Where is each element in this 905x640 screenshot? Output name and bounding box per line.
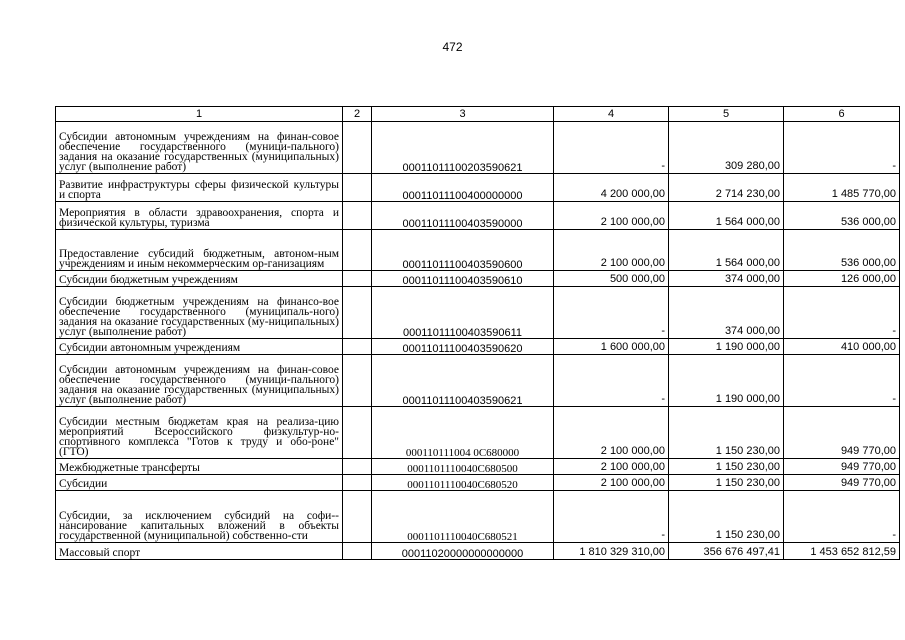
row-value-5: 374 000,00 bbox=[669, 271, 784, 287]
row-name: Субсидии бюджетным учреждениям bbox=[56, 271, 343, 287]
header-col-1: 1 bbox=[56, 107, 343, 122]
row-value-6: 949 770,00 bbox=[784, 475, 900, 491]
row-value-6: - bbox=[784, 491, 900, 543]
row-value-5: 1 150 230,00 bbox=[669, 407, 784, 459]
table-row bbox=[56, 459, 900, 475]
row-col2 bbox=[343, 287, 372, 339]
row-value-6: 536 000,00 bbox=[784, 230, 900, 271]
row-value-6: - bbox=[784, 122, 900, 174]
row-code: 00011011100203590621 bbox=[372, 122, 554, 174]
row-code: 0001101110040С680520 bbox=[372, 475, 554, 491]
row-code: 00011011100403590620 bbox=[372, 339, 554, 355]
row-value-4: - bbox=[554, 355, 669, 407]
table-row bbox=[56, 271, 900, 287]
row-col2 bbox=[343, 355, 372, 407]
table-row bbox=[56, 287, 900, 339]
row-col2 bbox=[343, 491, 372, 543]
row-code: 0001101110040С680521 bbox=[372, 491, 554, 543]
row-code: 00011011100403590610 bbox=[372, 271, 554, 287]
header-col-2: 2 bbox=[343, 107, 372, 122]
row-value-4: - bbox=[554, 122, 669, 174]
row-value-6: 1 453 652 812,59 bbox=[784, 543, 900, 560]
row-col2 bbox=[343, 174, 372, 202]
row-name: Субсидии автономным учреждениям на финан-совое обеспечение государственного (муници-пального) задания на оказание государственных (муниципальных) услуг (выполнение работ) bbox=[56, 122, 343, 174]
row-value-6: - bbox=[784, 287, 900, 339]
table-row bbox=[56, 475, 900, 491]
row-col2 bbox=[343, 407, 372, 459]
row-col2 bbox=[343, 202, 372, 230]
row-value-5: 1 190 000,00 bbox=[669, 339, 784, 355]
row-value-5: 309 280,00 bbox=[669, 122, 784, 174]
row-name: Мероприятия в области здравоохранения, спорта и физической культуры, туризма bbox=[56, 202, 343, 230]
row-name: Субсидии автономным учреждениям bbox=[56, 339, 343, 355]
row-code: 00011011100403590621 bbox=[372, 355, 554, 407]
row-name: Субсидии местным бюджетам края на реализа-цию мероприятий Всероссийского физкультур-но-спортивного комплекса "Готов к труду и обо-роне" (ГТО) bbox=[56, 407, 343, 459]
row-value-5: 1 564 000,00 bbox=[669, 202, 784, 230]
row-code: 00011011100400000000 bbox=[372, 174, 554, 202]
row-col2 bbox=[343, 459, 372, 475]
row-value-6: 949 770,00 bbox=[784, 407, 900, 459]
header-col-3: 3 bbox=[372, 107, 554, 122]
budget-table bbox=[55, 106, 900, 560]
row-value-5: 1 150 230,00 bbox=[669, 475, 784, 491]
row-value-4: 2 100 000,00 bbox=[554, 459, 669, 475]
header-col-5: 5 bbox=[669, 107, 784, 122]
table-row bbox=[56, 491, 900, 543]
row-value-5: 356 676 497,41 bbox=[669, 543, 784, 560]
table-row bbox=[56, 122, 900, 174]
row-value-4: 2 100 000,00 bbox=[554, 202, 669, 230]
table-row bbox=[56, 174, 900, 202]
row-col2 bbox=[343, 230, 372, 271]
row-code: 00011011100403590611 bbox=[372, 287, 554, 339]
table-row bbox=[56, 407, 900, 459]
row-code: 0001101110040С680500 bbox=[372, 459, 554, 475]
row-name: Субсидии, за исключением субсидий на софи-нансирование капитальных вложений в объекты государственной (муниципальной) собственно-сти bbox=[56, 491, 343, 543]
table-row bbox=[56, 202, 900, 230]
row-value-6: - bbox=[784, 355, 900, 407]
header-col-4: 4 bbox=[554, 107, 669, 122]
row-value-6: 126 000,00 bbox=[784, 271, 900, 287]
row-value-4: 4 200 000,00 bbox=[554, 174, 669, 202]
table-row bbox=[56, 543, 900, 560]
row-name: Субсидии автономным учреждениям на финан-совое обеспечение государственного (муници-пального) задания на оказание государственных (муниципальных) услуг (выполнение работ) bbox=[56, 355, 343, 407]
row-col2 bbox=[343, 543, 372, 560]
row-col2 bbox=[343, 122, 372, 174]
row-value-6: 536 000,00 bbox=[784, 202, 900, 230]
row-value-5: 1 564 000,00 bbox=[669, 230, 784, 271]
row-value-4: 2 100 000,00 bbox=[554, 407, 669, 459]
row-col2 bbox=[343, 271, 372, 287]
row-value-4: 1 600 000,00 bbox=[554, 339, 669, 355]
table-row bbox=[56, 339, 900, 355]
table-row bbox=[56, 230, 900, 271]
row-col2 bbox=[343, 475, 372, 491]
row-value-5: 1 190 000,00 bbox=[669, 355, 784, 407]
row-value-5: 374 000,00 bbox=[669, 287, 784, 339]
row-value-6: 1 485 770,00 bbox=[784, 174, 900, 202]
row-value-4: 500 000,00 bbox=[554, 271, 669, 287]
row-code: 00011011100403590600 bbox=[372, 230, 554, 271]
row-name: Предоставление субсидий бюджетным, автоном-ным учреждениям и иным некоммерческим ор-ганизациям bbox=[56, 230, 343, 271]
row-name: Развитие инфраструктуры сферы физической культуры и спорта bbox=[56, 174, 343, 202]
row-code: 00011011100403590000 bbox=[372, 202, 554, 230]
row-name: Межбюджетные трансферты bbox=[56, 459, 343, 475]
row-code: 00011020000000000000 bbox=[372, 543, 554, 560]
row-value-4: 2 100 000,00 bbox=[554, 230, 669, 271]
row-value-5: 1 150 230,00 bbox=[669, 459, 784, 475]
row-name: Массовый спорт bbox=[56, 543, 343, 560]
row-value-6: 410 000,00 bbox=[784, 339, 900, 355]
row-name: Субсидии bbox=[56, 475, 343, 491]
row-col2 bbox=[343, 339, 372, 355]
row-value-4: - bbox=[554, 287, 669, 339]
row-name: Субсидии бюджетным учреждениям на финансо-вое обеспечение государственного (муниципаль-ного) задания на оказание государственных (му-ниципальных) услуг (выполнение работ) bbox=[56, 287, 343, 339]
row-value-5: 1 150 230,00 bbox=[669, 491, 784, 543]
row-value-5: 2 714 230,00 bbox=[669, 174, 784, 202]
header-row bbox=[56, 107, 900, 122]
table-row bbox=[56, 355, 900, 407]
row-value-4: - bbox=[554, 491, 669, 543]
page-number: 472 bbox=[442, 40, 463, 54]
row-value-6: 949 770,00 bbox=[784, 459, 900, 475]
row-value-4: 2 100 000,00 bbox=[554, 475, 669, 491]
row-code: 000110111004 0С680000 bbox=[372, 407, 554, 459]
row-value-4: 1 810 329 310,00 bbox=[554, 543, 669, 560]
header-col-6: 6 bbox=[784, 107, 900, 122]
